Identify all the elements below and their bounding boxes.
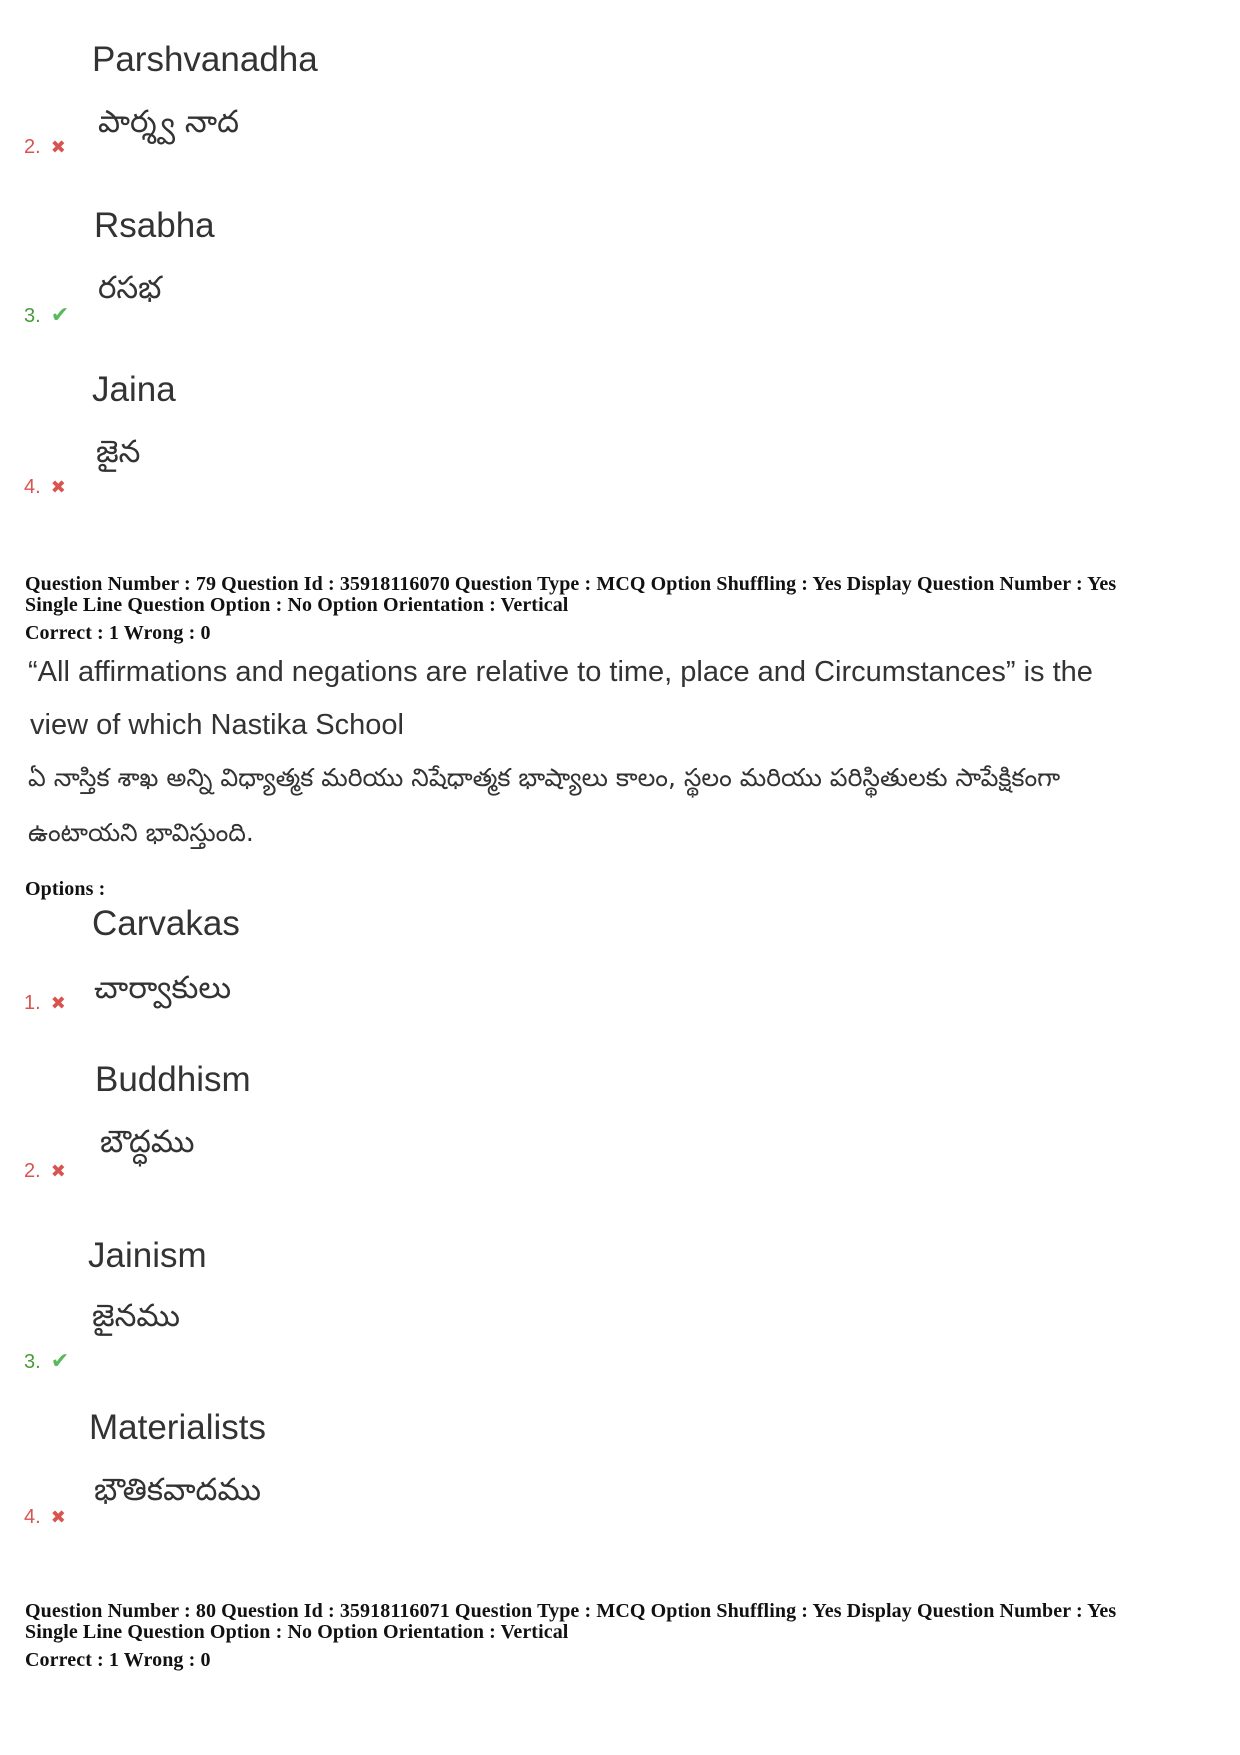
option-number: 4. [24,476,41,498]
question-text-english-line2: view of which Nastika School [30,709,404,741]
question-text-telugu-line1: ఏ నాస్తిక శాఖ అన్ని విధ్యాత్మక మరియు నిషేధాత్మక భాష్యాలు కాలం, స్థలం మరియు పరిస్థితులకు సాపేక్షికంగా [28,763,1061,792]
option-number: 3. [24,1351,41,1373]
cross-icon: ✖ [50,477,66,497]
cross-icon: ✖ [50,993,66,1013]
option-number-row [24,476,66,499]
question-text-telugu-line2: ఉంటాయని భావిస్తుంది. [28,818,254,847]
option-number-row [24,1506,66,1529]
option-english: Rsabha [94,206,215,245]
option-english: Parshvanadha [92,40,318,79]
option-telugu: చార్వాకులు [94,970,232,1006]
option-number-row [24,302,69,328]
question-meta-line2: Single Line Question Option : No Option Orientation : Vertical [25,1621,569,1643]
question-meta-line1: Question Number : 80 Question Id : 35918116071 Question Type : MCQ Option Shuffling : Yes Display Question Number : Yes [25,1600,1117,1622]
check-icon: ✔ [50,302,70,327]
option-number-row [24,136,66,159]
option-telugu: జైనము [92,1298,180,1334]
option-number: 1. [24,992,41,1014]
option-telugu: జైన [96,434,141,470]
option-number: 2. [24,1160,41,1182]
option-english: Buddhism [95,1060,251,1099]
option-english: Carvakas [92,904,240,943]
option-english: Jaina [92,370,176,409]
check-icon: ✔ [50,1348,70,1373]
option-telugu: రసభ [98,270,162,306]
question-score: Correct : 1 Wrong : 0 [25,1649,211,1671]
question-meta-line2: Single Line Question Option : No Option Orientation : Vertical [25,594,569,616]
cross-icon: ✖ [50,137,66,157]
option-english: Jainism [88,1236,207,1275]
option-english: Materialists [89,1408,266,1447]
question-text-english-line1: “All affirmations and negations are relative to time, place and Circumstances” is the [28,656,1093,688]
option-number-row [24,1348,69,1374]
option-number-row [24,1160,66,1183]
option-telugu: పార్శ్వ నాద [98,104,239,140]
cross-icon: ✖ [50,1507,66,1527]
option-number: 2. [24,136,41,158]
option-telugu: బౌద్ధము [100,1124,195,1160]
options-label: Options : [25,878,106,900]
option-number: 4. [24,1506,41,1528]
option-number: 3. [24,305,41,327]
cross-icon: ✖ [50,1161,66,1181]
option-number-row [24,992,66,1015]
question-score: Correct : 1 Wrong : 0 [25,622,211,644]
question-meta-line1: Question Number : 79 Question Id : 35918116070 Question Type : MCQ Option Shuffling : Yes Display Question Number : Yes [25,573,1117,595]
option-telugu: భౌతికవాదము [94,1472,261,1508]
